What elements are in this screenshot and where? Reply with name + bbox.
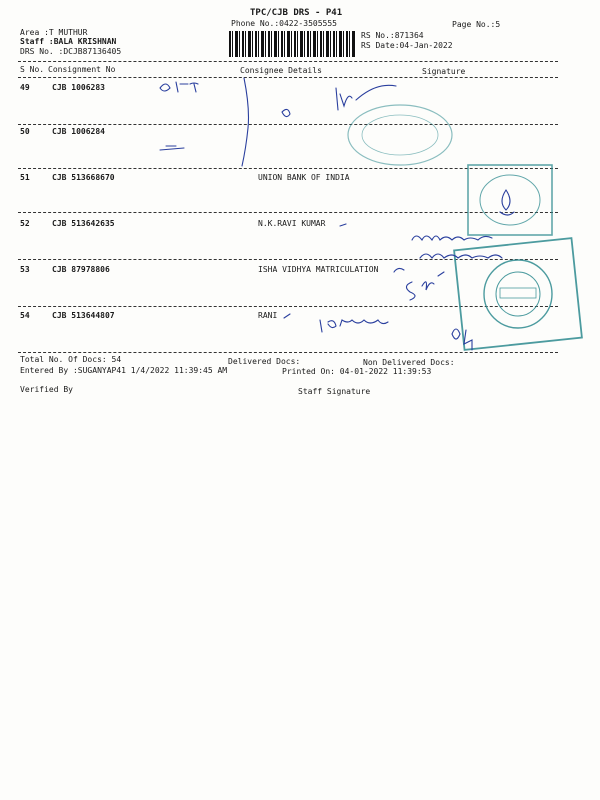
handwritten-mark-49 (160, 82, 198, 92)
doc-title: TPC/CJB DRS - P41 (250, 8, 343, 18)
row-50-sno: 50 (20, 127, 30, 136)
row-52-consignee: N.K.RAVI KUMAR (258, 219, 326, 228)
signature-52 (340, 224, 502, 258)
delivered-docs: Delivered Docs: (228, 357, 301, 366)
row-49-consignment: CJB 1006283 (52, 83, 105, 92)
rs-number: RS No.:871364 (361, 31, 424, 40)
rs-date: RS Date:04-Jan-2022 (361, 41, 453, 50)
vertical-signature-line (242, 78, 249, 166)
staff-label: Staff :BALA KRISHNAN (20, 37, 117, 46)
total-docs: Total No. Of Docs: 54 (20, 355, 122, 364)
printed-on: Printed On: 04-01-2022 11:39:53 (282, 367, 432, 376)
row-53-consignee: ISHA VIDHYA MATRICULATION (258, 265, 379, 274)
row-54-consignee: RANI (258, 311, 278, 320)
drs-number: DRS No. :DCJB87136405 (20, 47, 122, 56)
non-delivered-docs: Non Delivered Docs: (363, 358, 455, 367)
col-sno-header: S No. (20, 65, 45, 74)
row-54-consignment: CJB 513644807 (52, 311, 115, 320)
row-53-sno: 53 (20, 265, 30, 274)
row-51-consignee: UNION BANK OF INDIA (258, 173, 350, 182)
row-51-consignment: CJB 513668670 (52, 173, 115, 182)
row-50-consignment: CJB 1006284 (52, 127, 105, 136)
verified-by: Verified By (20, 385, 73, 394)
row-54-sno: 54 (20, 311, 30, 320)
row-51-sno: 51 (20, 173, 30, 182)
entered-by: Entered By :SUGANYAP41 1/4/2022 11:39:45 AM (20, 366, 228, 375)
col-consignment-header: Consignment No (48, 65, 116, 74)
col-consignee-header: Consignee Details (240, 66, 322, 75)
row-49-sno: 49 (20, 83, 30, 92)
signature-51 (500, 190, 514, 215)
signature-54 (284, 314, 472, 350)
row-52-sno: 52 (20, 219, 30, 228)
row-52-consignment: CJB 513642635 (52, 219, 115, 228)
page-number: Page No.:5 (452, 20, 501, 29)
signature-49 (282, 85, 396, 116)
area-label: Area :T MUTHUR (20, 28, 88, 37)
staff-signature-label: Staff Signature (298, 387, 371, 396)
phone-number: Phone No.:0422-3505555 (231, 19, 337, 28)
row-53-consignment: CJB 87978806 (52, 265, 110, 274)
col-signature-header: Signature (422, 67, 466, 76)
signature-53 (394, 268, 444, 300)
handwritten-mark-50 (160, 146, 184, 150)
